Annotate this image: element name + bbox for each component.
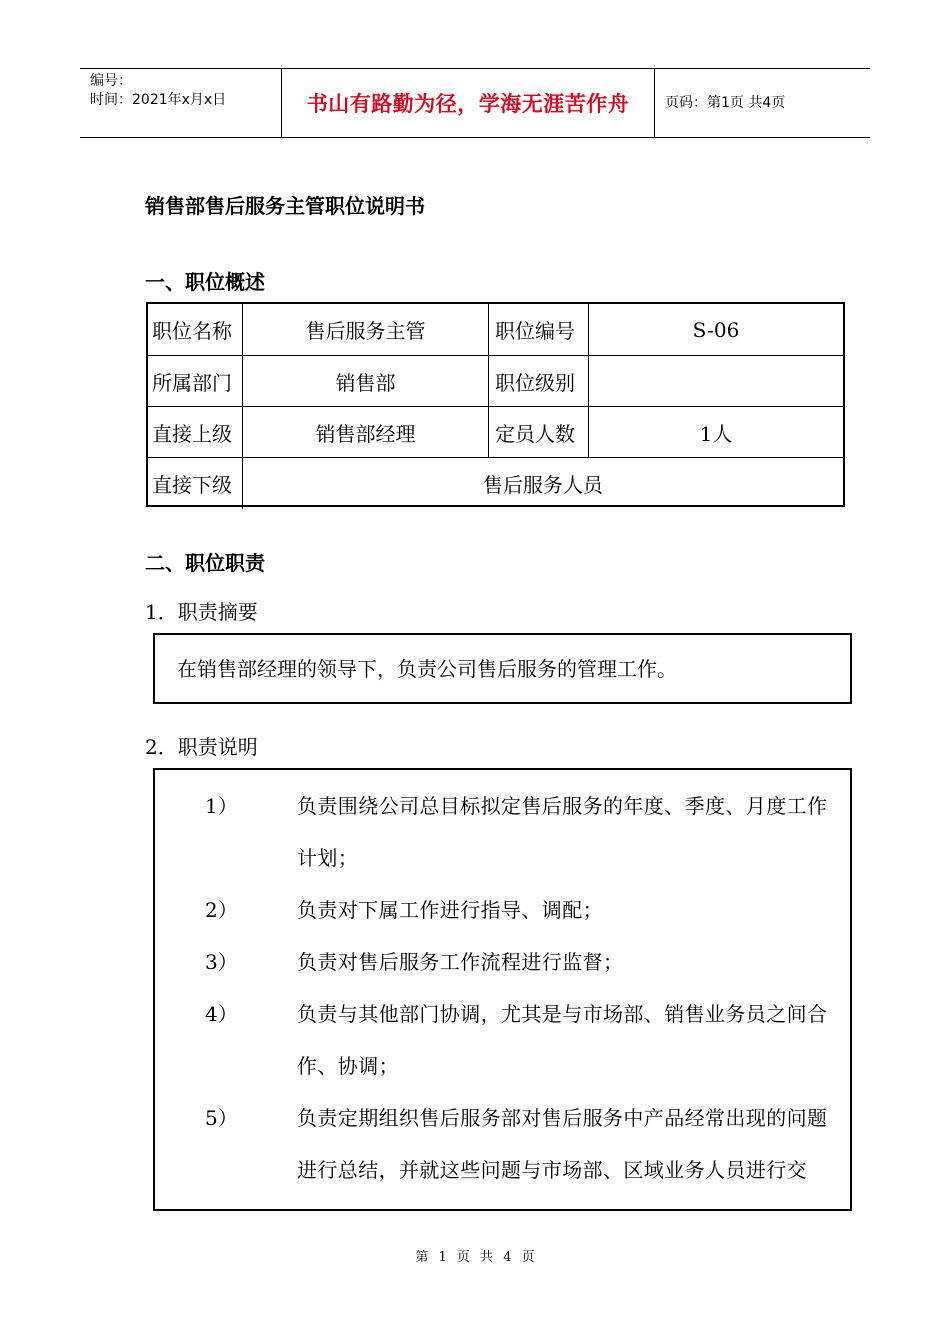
header-meta	[80, 69, 281, 137]
page-info: 页码：第1页 共4页	[665, 95, 786, 111]
table-value: 1人	[588, 407, 843, 458]
duty-number: 5）	[205, 1106, 238, 1130]
duties-title: 2．职责说明	[145, 735, 258, 759]
duty-number: 1）	[205, 794, 238, 818]
duty-line: 负责对下属工作进行指导、调配；	[297, 898, 603, 922]
table-row	[148, 304, 843, 355]
table-value: S-06	[588, 304, 843, 355]
section2-heading: 二、职位职责	[145, 551, 265, 575]
page-footer: 第 1 页 共 4 页	[415, 1250, 535, 1265]
motto: 书山有路勤为径，学海无涯苦作舟	[306, 92, 630, 116]
duty-line: 负责与其他部门协调，尤其是与市场部、销售业务员之间合	[297, 1002, 828, 1026]
duty-line: 进行总结，并就这些问题与市场部、区域业务人员进行交	[297, 1158, 807, 1182]
table-value: 销售部	[242, 356, 488, 407]
table-value: 销售部经理	[242, 407, 488, 458]
header-page-cell	[655, 69, 870, 137]
summary-box	[153, 633, 852, 704]
table-value: 售后服务主管	[242, 304, 488, 355]
page-header	[80, 68, 870, 138]
duties-box	[153, 768, 852, 1211]
table-row	[148, 406, 843, 458]
table-row	[148, 457, 843, 509]
table-key: 直接下级	[152, 473, 232, 497]
summary-text: 在销售部经理的领导下，负责公司售后服务的管理工作。	[177, 657, 677, 681]
table-key: 职位编号	[488, 304, 588, 355]
summary-title: 1．职责摘要	[145, 600, 258, 624]
duty-line: 负责围绕公司总目标拟定售后服务的年度、季度、月度工作	[297, 794, 828, 818]
table-key: 所属部门	[152, 371, 232, 395]
duty-line: 作、协调；	[297, 1054, 399, 1078]
position-overview-table	[146, 302, 845, 507]
table-key: 职位名称	[152, 319, 232, 343]
table-value: 售后服务人员	[242, 458, 843, 509]
table-key: 直接上级	[152, 422, 232, 446]
duty-line: 负责定期组织售后服务部对售后服务中产品经常出现的问题	[297, 1106, 828, 1130]
time-label: 时间：2021年x月x日	[90, 92, 227, 108]
duty-number: 4）	[205, 1002, 238, 1026]
section1-heading: 一、职位概述	[145, 270, 265, 294]
duty-number: 2）	[205, 898, 238, 922]
number-label: 编号：	[90, 73, 132, 89]
table-row	[148, 355, 843, 407]
table-value	[588, 356, 843, 407]
duty-line: 计划；	[297, 846, 359, 870]
table-key: 职位级别	[488, 356, 588, 407]
header-motto-cell	[281, 69, 655, 137]
duty-line: 负责对售后服务工作流程进行监督；	[297, 950, 624, 974]
document-title: 销售部售后服务主管职位说明书	[145, 194, 425, 218]
table-key: 定员人数	[488, 407, 588, 458]
duty-number: 3）	[205, 950, 238, 974]
